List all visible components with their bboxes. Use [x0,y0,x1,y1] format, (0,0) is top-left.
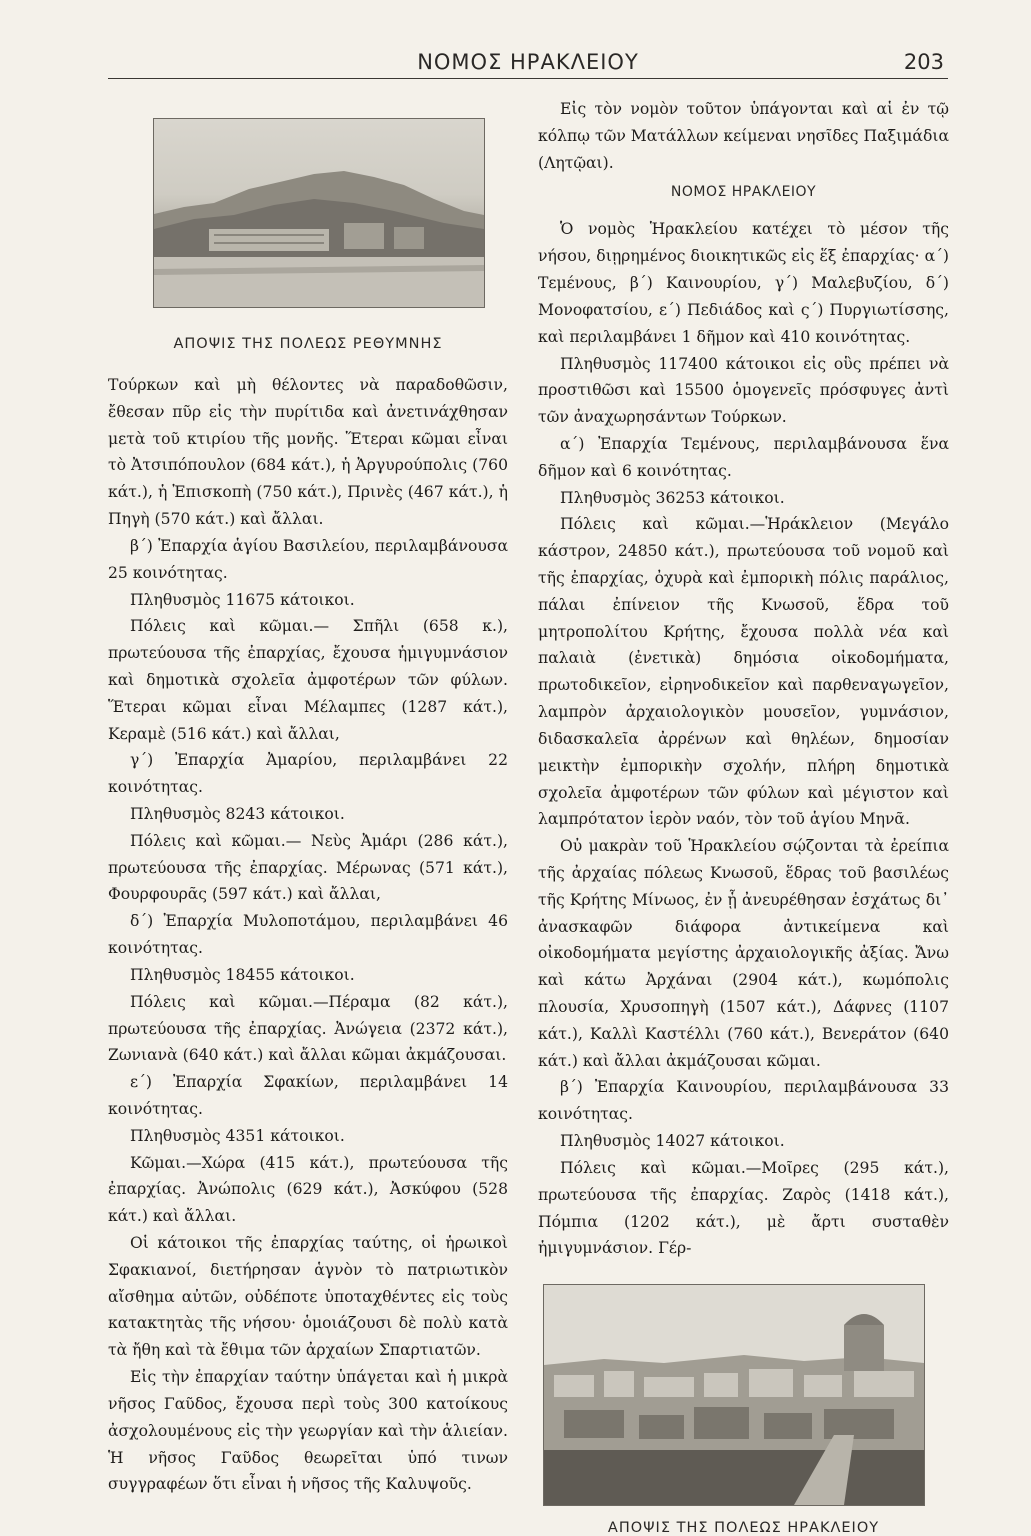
right-paragraph: Ὁ νομὸς Ἡρακλείου κατέχει τὸ μέσον τῆς νήσου, διῃρημένος διοικητικῶς εἰς ἕξ ἐπαρχίας· α΄) Τεμένους, β΄) Καινουρίου, γ΄) Μαλεβυζίου, δ΄) Μονοφατσίου, ε΄) Πεδιάδος καὶ ς΄) Πυργιωτίσσης, καὶ περιλαμβάνει 1 δῆμον καὶ 410 κοινότητας. [538,220,949,346]
left-paragraph: Πόλεις καὶ κῶμαι.— Νεὺς Ἀμάρι (286 κάτ.), πρωτεύουσα τῆς ἐπαρχίας. Μέρωνας (571 κάτ.), Φουρφουρᾶς (597 κάτ.) καὶ ἄλλαι, [108,831,508,904]
left-column [108,108,508,1498]
right-paragraph: Οὐ μακρὰν τοῦ Ἡρακλείου σῴζονται τὰ ἐρείπια τῆς ἀρχαίας πόλεως Κνωσοῦ, ἕδρας τοῦ βασιλέως τῆς Κρήτης Μίνωος, ἐν ᾗ ἀνευρέθησαν ἐσχάτως δι᾿ ἀνασκαφῶν διάφορα ἀντικείμενα καὶ οἰκοδομήματα μεγίστης ἀρχαιολογικῆς ἀξίας. Ἄνω καὶ κάτω Ἀρχάναι (2904 κάτ.), κωμόπολις πλουσία, Χρυσοπηγὴ (1507 κάτ.), Δάφνες (1107 κάτ.), Καλλὶ Καστέλλι (760 κάτ.), Βενεράτον (640 κάτ.) καὶ ἄλλαι ἀκμάζουσαι κῶμαι. [538,837,949,1070]
rethymno-photo-caption: ΑΠΟΨΙΣ ΤΗΣ ΠΟΛΕΩΣ ΡΕΘΥΜΝΗΣ [173,336,443,352]
heraklion-photo [543,1284,925,1506]
running-head [108,48,948,79]
left-paragraph: Οἱ κάτοικοι τῆς ἐπαρχίας ταύτης, οἱ ἡρωικοὶ Σφακιανοί, διετήρησαν ἁγνὸν τὸ πατριωτικὸν αἴσθημα αὐτῶν, οὐδέποτε ὑποταχθέντες εἰς τοὺς κατακτητὰς τῆς νήσου· ὁμοιάζουσι δὲ πολὺ κατὰ τὰ ἤθη καὶ τὰ ἔθιμα τῶν ἀρχαίων Σπαρτιατῶν. [108,1234,508,1360]
left-paragraph: Τούρκων καὶ μὴ θέλοντες νὰ παραδοθῶσιν, ἔθεσαν πῦρ εἰς τὴν πυρίτιδα καὶ ἀνετινάχθησαν μετὰ τοῦ κτιρίου τῆς μονῆς. Ἕτεραι κῶμαι εἶναι τὸ Ἀτσιπόπουλον (684 κάτ.), ἡ Ἀργυρούπολις (760 κάτ.), ἡ Ἐπισκοπὴ (750 κάτ.), Πρινὲς (467 κάτ.), ἡ Πηγὴ (570 κάτ.) καὶ ἄλλαι. [108,376,508,529]
right-paragraph: Πληθυσμὸς 36253 κάτοικοι. [560,488,785,507]
right-paragraph: Πληθυσμὸς 117400 κάτοικοι εἰς οὓς πρέπει νὰ προστιθῶσι καὶ 15500 ὁμογενεῖς πρόσφυγες ἀντὶ τῶν ἀναχωρησάντων Τούρκων. [538,354,949,427]
right-paragraph: Πόλεις καὶ κῶμαι.—Μοῖρες (295 κάτ.), πρωτεύουσα τῆς ἐπαρχίας. Ζαρὸς (1418 κάτ.), Πόμπια (1202 κάτ.), μὲ ἄρτι συσταθὲν ἡμιγυμνάσιον. Γέρ- [538,1158,949,1258]
left-paragraph: Πληθυσμὸς 18455 κάτοικοι. [130,965,355,984]
left-paragraph: β΄) Ἐπαρχία ἁγίου Βασιλείου, περιλαμβάνουσα 25 κοινότητας. [108,536,508,582]
right-paragraph: β΄) Ἐπαρχία Καινουρίου, περιλαμβάνουσα 33 κοινότητας. [538,1078,949,1124]
left-paragraph: δ΄) Ἐπαρχία Μυλοποτάμου, περιλαμβάνει 46 κοινότητας. [108,912,508,958]
right-paragraph: Πόλεις καὶ κῶμαι.—Ἡράκλειον (Μεγάλο κάστρον, 24850 κάτ.), πρωτεύουσα τοῦ νομοῦ καὶ τῆς ἐπαρχίας, ὀχυρὰ καὶ ἐμπορικὴ πόλις παράλιος, πάλαι ἐπίνειον τῆς Κνωσοῦ, ἕδρα τοῦ μητροπολίτου Κρήτης, ἔχουσα πολλὰ νέα καὶ παλαιὰ (ἐνετικὰ) δημόσια οἰκοδομήματα, πρωτοδικεῖον, εἰρηνοδικεῖον καὶ παρθεναγωγεῖον, λαμπρὸν ἀρχαιολογικὸν μουσεῖον, γυμνάσιον, διδασκαλεῖα ἀρρένων καὶ θηλέων, δημοσίαν μεικτὴν ἐμπορικὴν σχολήν, πλήρη δημοτικὰ σχολεῖα ἀμφοτέρων τῶν φύλων καὶ μέγιστον καὶ λαμπρότατον ἱερὸν ναόν, τὸν τοῦ ἁγίου Μηνᾶ. [538,515,949,829]
left-paragraph: Πληθυσμὸς 4351 κάτοικοι. [130,1126,345,1145]
heraklion-photo-caption: ΑΠΟΨΙΣ ΤΗΣ ΠΟΛΕΩΣ ΗΡΑΚΛΕΙΟΥ [607,1520,880,1536]
right-paragraph: Πληθυσμὸς 14027 κάτοικοι. [560,1132,785,1151]
left-paragraph: Πληθυσμὸς 8243 κάτοικοι. [130,805,345,823]
left-paragraph: Πληθυσμὸς 11675 κάτοικοι. [130,590,355,609]
right-intro: Εἰς τὸν νομὸν τοῦτον ὑπάγονται καὶ αἱ ἐν τῷ κόλπῳ τῶν Ματάλλων κείμεναι νησῖδες Παξιμάδια (Λητῷαι). [538,100,949,172]
left-paragraph: ε΄) Ἐπαρχία Σφακίων, περιλαμβάνει 14 κοινότητας. [108,1073,508,1118]
left-paragraph: Κῶμαι.—Χώρα (415 κάτ.), πρωτεύουσα τῆς ἐπαρχίας. Ἀνώπολις (629 κάτ.), Ἀσκύφου (528 κάτ.) καὶ ἄλλαι. [108,1153,508,1226]
left-paragraph: Εἰς τὴν ἐπαρχίαν ταύτην ὑπάγεται καὶ ἡ μικρὰ νῆσος Γαῦδος, ἔχουσα περὶ τοὺς 300 κατοίκους ἀσχολουμένους εἰς τὴν γεωργίαν καὶ τὴν ἁλιείαν. Ἡ νῆσος Γαῦδος θεωρεῖται ὑπό τινων συγγραφέων ὅτι εἶναι ἡ νῆσος τῆς Καλυψοῦς. [108,1368,508,1494]
page-number: 203 [903,50,944,74]
left-paragraph: Πόλεις καὶ κῶμαι.— Σπῆλι (658 κ.), πρωτεύουσα τῆς ἐπαρχίας, ἔχουσα ἡμιγυμνάσιον καὶ δημοτικὰ σχολεῖα ἀμφοτέρων τῶν φύλων. Ἕτεραι κῶμαι εἶναι Μέλαμπες (1287 κάτ.), Κεραμὲ (516 κάτ.) καὶ ἄλλαι, [108,617,508,743]
left-paragraph: Πόλεις καὶ κῶμαι.—Πέραμα (82 κάτ.), πρωτεύουσα τῆς ἐπαρχίας. Ἀνώγεια (2372 κάτ.), Ζωνιανὰ (640 κάτ.) καὶ ἄλλαι κῶμαι ἀκμάζουσαι. [108,992,508,1065]
rethymno-photo [153,118,485,308]
right-column [538,96,949,1536]
left-paragraph: γ΄) Ἐπαρχία Ἀμαρίου, περιλαμβάνει 22 κοινότητας. [108,751,508,797]
running-head-title: ΝΟΜΟΣ ΗΡΑΚΛΕΙΟΥ [417,50,639,74]
right-paragraph: α΄) Ἐπαρχία Τεμένους, περιλαμβάνουσα ἕνα δῆμον καὶ 6 κοινότητας. [538,434,949,480]
section-title: ΝΟΜΟΣ ΗΡΑΚΛΕΙΟΥ [670,184,817,201]
